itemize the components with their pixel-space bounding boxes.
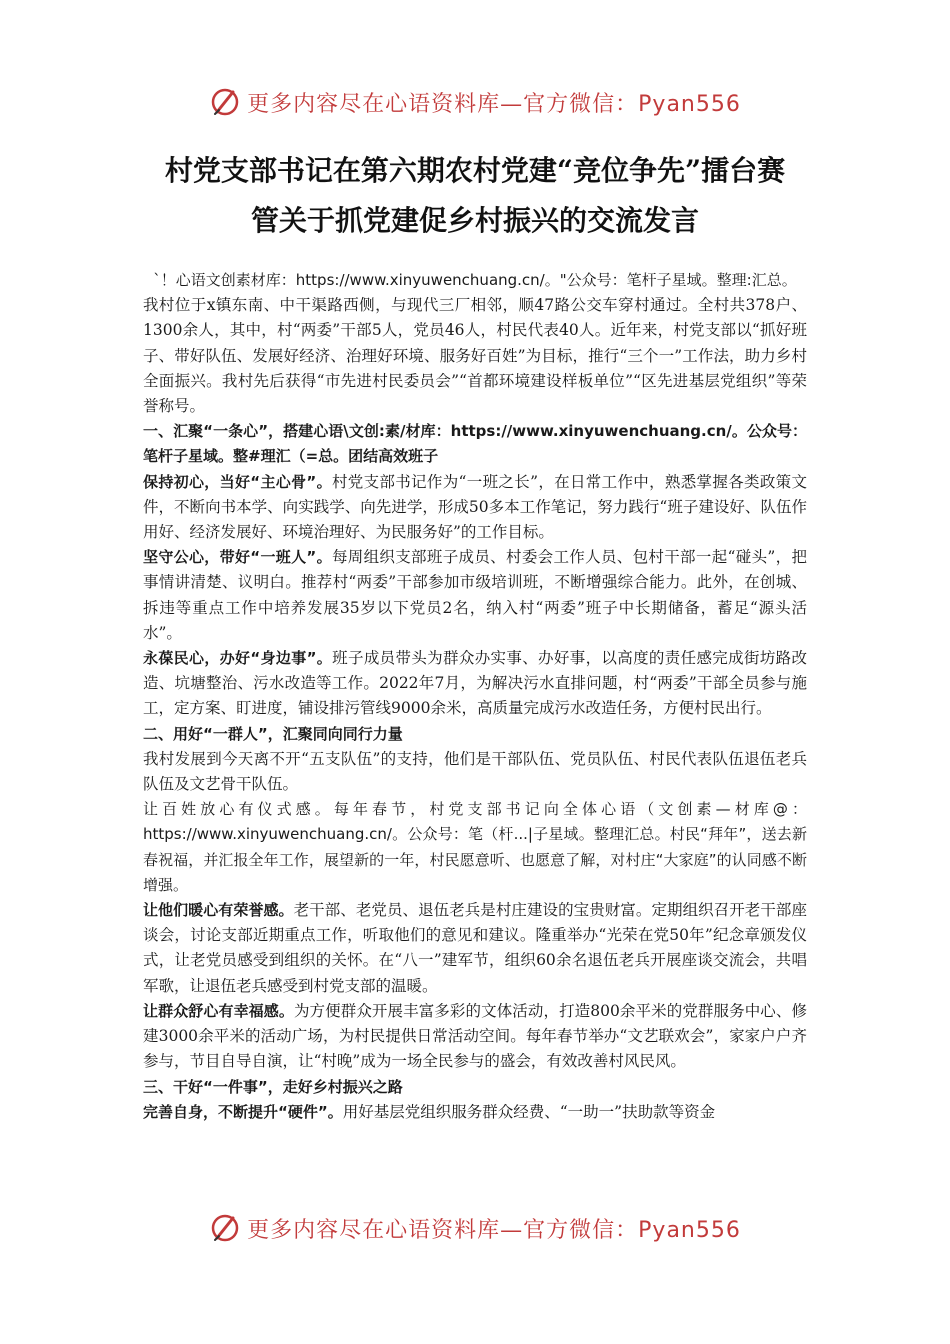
paragraph-2-lead: 坚守公心，带好“一班人”。: [143, 548, 332, 567]
paragraph-1-text: 村党支部书记作为“一班之长”，在日常工作中，熟悉掌握各类政策文件，不断向书本学、向实践学、向先进学，形成50多本工作笔记，努力践行“班子建设好、队伍作用好、经济发展好、环境治理好、为民服务好”的工作目标。: [143, 472, 808, 542]
document-body: [143, 268, 807, 1125]
title-line-2: 管关于抓党建促乡村振兴的交流发言: [250, 204, 699, 237]
paragraph-5: 让百姓放心有仪式感。每年春节，村党支部书记向全体心语（文创素—材库@：https://www.xinyuwenchuang.cn/。公众号：笔（杆...|子星域。整理汇总。村民“拜年”，送去新春祝福，并汇报全年工作，展望新的一年，村民愿意听、也愿意了解，对村庄“大家庭”的认同感不断增强。: [143, 800, 807, 894]
paragraph-4: 我村发展到今天离不开“五支队伍”的支持，他们是干部队伍、党员队伍、村民代表队伍退伍老兵队伍及文艺骨干队伍。: [143, 749, 807, 794]
footer-banner-wechat-id: Pyan556: [638, 1217, 741, 1243]
paragraph-1: [143, 470, 807, 546]
paragraph-2-text: 每周组织支部班子成员、村委会工作人员、包村干部一起“碰头”，把事情讲清楚、议明白。推荐村“两委”干部参加市级培训班，不断增强综合能力。此外，在创城、拆违等重点工作中培养发展35岁以下党员2名，纳入村“两委”班子中长期储备，蓄足“源头活水”。: [143, 548, 808, 642]
section-3-heading: 三、干好“一件事”，走好乡村振兴之路: [143, 1077, 403, 1096]
section-2-heading: 二、用好“一群人”，汇聚同向同行力量: [143, 724, 403, 743]
footer-banner-text: [247, 1213, 741, 1244]
banner-label: 更多内容尽在心语资料库—官方微信：: [247, 91, 639, 117]
paragraph-8-text: 用好基层党组织服务群众经费、“一助一”扶助款等资金: [342, 1102, 716, 1121]
paragraph-8: [143, 1100, 807, 1125]
paragraph-7-text: 为方便群众开展丰富多彩的文体活动，打造800余平米的党群服务中心、修建3000余平米的活动广场，为村民提供日常活动空间。每年春节举办“文艺联欢会”，家家户户齐参与，节目自导自演，让“村晚”成为一场全民参与的盛会，有效改善村风民风。: [143, 1001, 807, 1071]
document-title: [60, 146, 890, 246]
paragraph-3-lead: 永葆民心，办好“身边事”。: [143, 649, 333, 668]
footer-banner: [0, 1208, 950, 1248]
header-banner: [0, 82, 950, 122]
paragraph-6-lead: 让他们暖心有荣誉感。: [143, 901, 294, 920]
paragraph-6: [143, 898, 807, 999]
footer-banner-label: 更多内容尽在心语资料库—官方微信：: [247, 1217, 639, 1243]
paragraph-1-lead: 保持初心，当好“主心骨”。: [143, 472, 332, 491]
pen-logo-icon: [209, 1212, 241, 1244]
paragraph-3: [143, 646, 807, 722]
paragraph-6-text: 老干部、老党员、退伍老兵是村庄建设的宝贵财富。定期组织召开老干部座谈会，讨论支部近期重点工作，听取他们的意见和建议。隆重举办“光荣在党50年”纪念章颁发仪式，让老党员感受到组织的关怀。在“八一”建军节，组织60余名退伍老兵开展座谈交流会，共唱军歌，让退伍老兵感受到村党支部的温暖。: [143, 901, 807, 995]
title-line-1: 村党支部书记在第六期农村党建“竞位争先”擂台赛: [164, 154, 786, 187]
section-1-heading: 一、汇聚“一条心”，搭建心语\文创:素/材库：https://www.xinyuwenchuang.cn/。公众号：笔杆子星域。整#理汇（=总。团结高效班子: [143, 422, 807, 466]
paragraph-2: [143, 545, 807, 646]
pen-logo-icon: [209, 86, 241, 118]
banner-text: [247, 87, 741, 118]
intro-paragraph: 我村位于x镇东南、中干渠路西侧，与现代三厂相邻，顺47路公交车穿村通过。全村共378户、1300余人，其中，村“两委”干部5人，党员46人，村民代表40人。近年来，村党支部以“抓好班子、带好队伍、发展好经济、治理好环境、服务好百姓”为目标，推行“三个一”工作法，助力乡村全面振兴。我村先后获得“市先进村民委员会”“首都环境建设样板单位”“区先进基层党组织”等荣誉称号。: [143, 296, 807, 416]
paragraph-7: [143, 999, 807, 1075]
paragraph-8-lead: 完善自身，不断提升“硬件”。: [143, 1102, 343, 1121]
banner-wechat-id: Pyan556: [638, 91, 741, 117]
paragraph-7-lead: 让群众舒心有幸福感。: [143, 1001, 294, 1020]
source-note: `！心语文创素材库：https://www.xinyuwenchuang.cn/。"公众号：笔杆子星域。整理:汇总。: [153, 271, 797, 289]
paragraph-3-text: 班子成员带头为群众办实事、办好事，以高度的责任感完成街坊路改造、坑塘整治、污水改造等工作。2022年7月，为解决污水直排问题，村“两委”干部全员参与施工，定方案、盯进度，铺设排污管线9000余米，高质量完成污水改造任务，方便村民出行。: [143, 649, 807, 718]
